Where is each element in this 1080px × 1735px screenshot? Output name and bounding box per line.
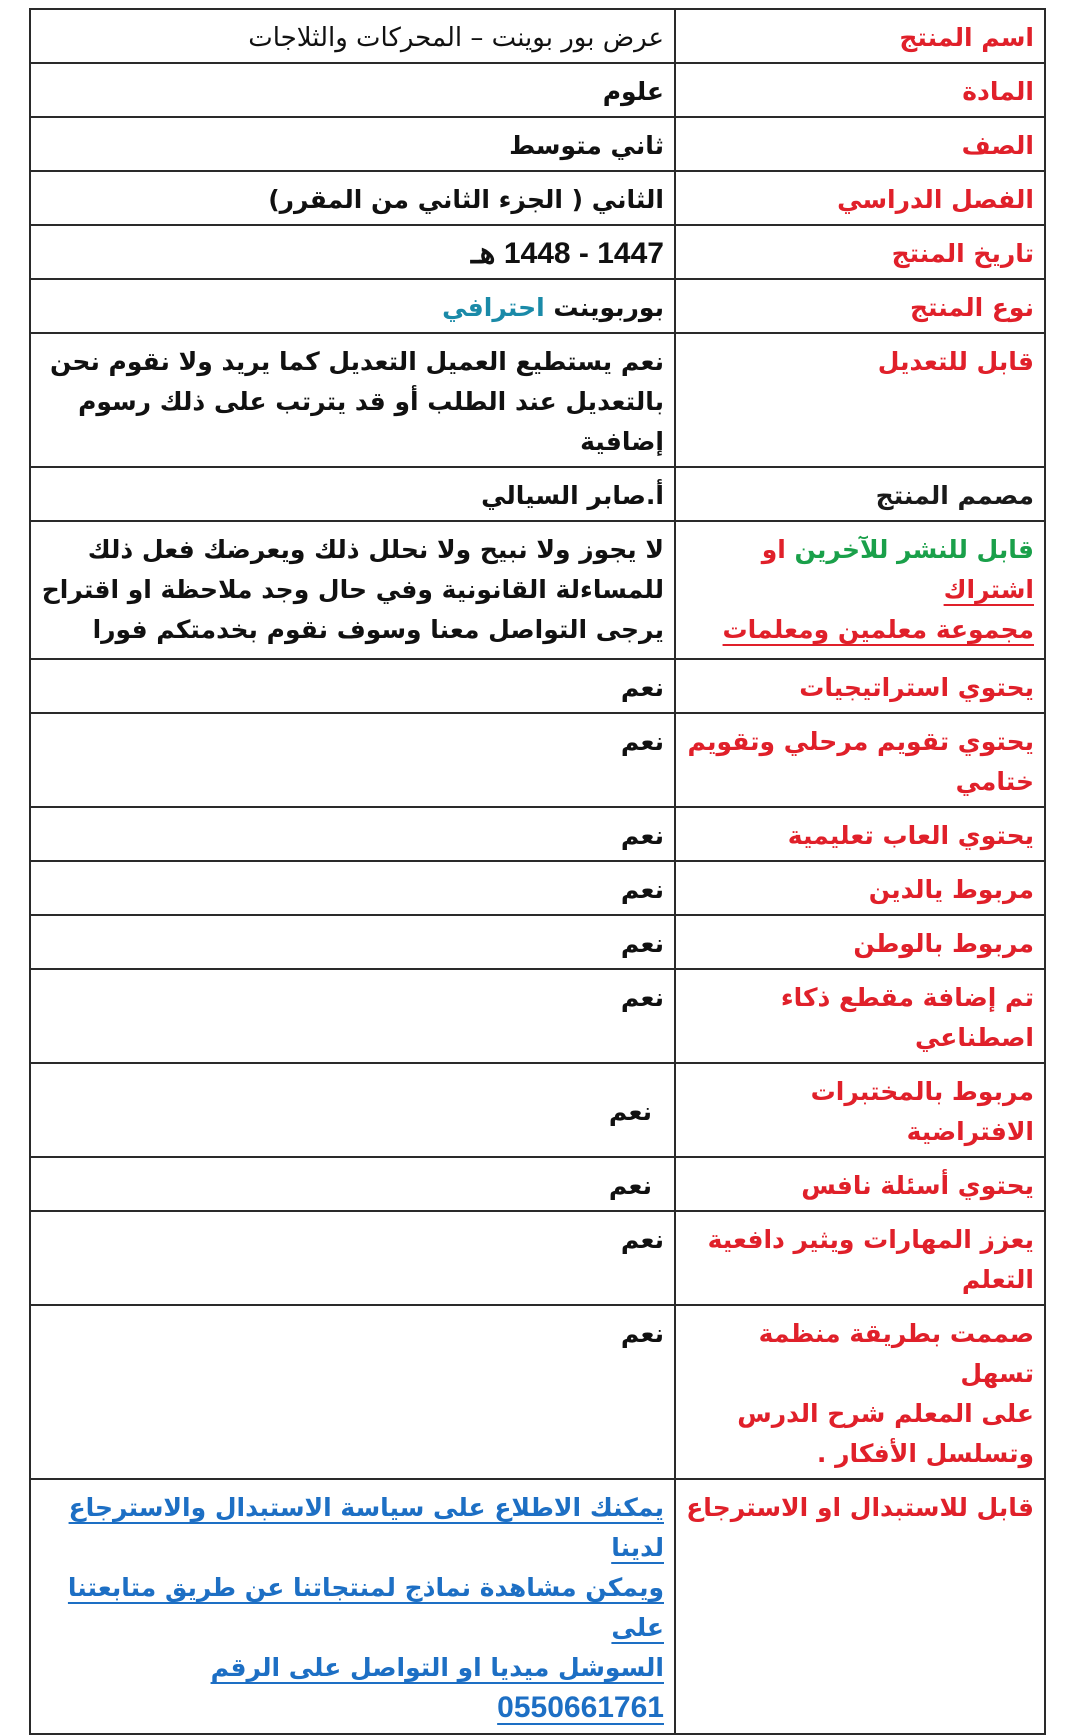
product-type-highlight: احترافي (442, 293, 545, 322)
publish-label-part-1: قابل للنشر للآخرين (794, 535, 1034, 564)
label-religion: مربوط يالدين (675, 861, 1045, 915)
value-nafes: نعم (30, 1157, 675, 1211)
label-labs: مربوط بالمختبرات الافتراضية (675, 1063, 1045, 1157)
label-semester: الفصل الدراسي (675, 171, 1045, 225)
value-ai: نعم (30, 969, 675, 1063)
value-assessment: نعم (30, 713, 675, 807)
value-design: نعم (30, 1305, 675, 1479)
label-games: يحتوي العاب تعليمية (675, 807, 1045, 861)
label-returns: قابل للاستبدال او الاسترجاع (675, 1479, 1045, 1734)
product-info-table (29, 8, 1046, 1735)
label-design (675, 1305, 1045, 1479)
assessment-label-line-1: يحتوي تقويم مرحلي وتقويم (687, 727, 1034, 756)
product-info-sheet (29, 8, 1046, 1735)
publish-value-line-3: يرجى التواصل معنا وسوف نقوم بخدمتكم فورا (92, 615, 664, 644)
assessment-label-line-2: ختامي (955, 767, 1034, 796)
row-product-name (30, 9, 1045, 63)
row-editable (30, 333, 1045, 467)
publish-label-line-1 (686, 530, 1034, 610)
value-returns (30, 1479, 675, 1734)
row-labs (30, 1063, 1045, 1157)
label-subject: المادة (675, 63, 1045, 117)
row-strategies (30, 659, 1045, 713)
label-homeland: مربوط بالوطن (675, 915, 1045, 969)
row-publish (30, 521, 1045, 659)
editable-line-1: نعم يستطيع العميل التعديل كما يريد ولا نقوم نحن (49, 347, 664, 376)
publish-value-line-2: للمساءلة القانونية وفي حال وجد ملاحظة او اقتراح (41, 575, 664, 604)
value-grade: ثاني متوسط (30, 117, 675, 171)
returns-value-line-3-text: السوشل ميديا او التواصل على الرقم (210, 1653, 664, 1682)
design-label-line-2: على المعلم شرح الدرس (737, 1399, 1034, 1428)
design-label-line-3: وتسلسل الأفكار . (816, 1439, 1034, 1468)
row-games (30, 807, 1045, 861)
row-design (30, 1305, 1045, 1479)
row-religion (30, 861, 1045, 915)
label-skills (675, 1211, 1045, 1305)
label-ai: تم إضافة مقطع ذكاء اصطناعي (675, 969, 1045, 1063)
value-designer: أ.صابر السيالي (30, 467, 675, 521)
returns-value-line-2[interactable]: ويمكن مشاهدة نماذج لمنتجاتنا عن طريق متابعتنا على (67, 1573, 664, 1642)
editable-line-2: بالتعديل عند الطلب أو قد يترتب على ذلك رسوم إضافية (78, 387, 664, 456)
row-returns (30, 1479, 1045, 1734)
label-grade: الصف (675, 117, 1045, 171)
row-date (30, 225, 1045, 279)
returns-value-line-3[interactable] (41, 1648, 664, 1729)
row-designer (30, 467, 1045, 521)
skills-label-line-1: يعزز المهارات ويثير دافعية (707, 1225, 1034, 1254)
label-strategies: يحتوي استراتيجيات (675, 659, 1045, 713)
row-homeland (30, 915, 1045, 969)
phone-number-link[interactable]: 0550661761 (497, 1691, 664, 1724)
value-games: نعم (30, 807, 675, 861)
row-grade (30, 117, 1045, 171)
value-product-type (30, 279, 675, 333)
value-homeland: نعم (30, 915, 675, 969)
row-nafes (30, 1157, 1045, 1211)
row-product-type (30, 279, 1045, 333)
returns-value-line-1[interactable]: يمكنك الاطلاع على سياسة الاستبدال والاسترجاع لدينا (68, 1493, 664, 1562)
value-strategies: نعم (30, 659, 675, 713)
label-date: تاريخ المنتج (675, 225, 1045, 279)
label-publish (675, 521, 1045, 659)
value-semester: الثاني ( الجزء الثاني من المقرر) (30, 171, 675, 225)
publish-label-part-3: اشتراك (943, 575, 1034, 604)
row-subject (30, 63, 1045, 117)
skills-label-line-2: التعلم (961, 1265, 1034, 1294)
value-product-name: عرض بور بوينت – المحركات والثلاجات (30, 9, 675, 63)
label-editable: قابل للتعديل (675, 333, 1045, 467)
publish-label-part-2: او (761, 535, 786, 564)
label-product-type: نوع المنتج (675, 279, 1045, 333)
row-skills (30, 1211, 1045, 1305)
row-ai (30, 969, 1045, 1063)
value-subject: علوم (30, 63, 675, 117)
label-product-name: اسم المنتج (675, 9, 1045, 63)
value-publish (30, 521, 675, 659)
design-label-line-1: صممت بطريقة منظمة تسهل (758, 1319, 1034, 1388)
value-date: 1447 - 1448 هـ (30, 225, 675, 279)
row-semester (30, 171, 1045, 225)
label-assessment (675, 713, 1045, 807)
value-labs: نعم (30, 1063, 675, 1157)
label-nafes: يحتوي أسئلة نافس (675, 1157, 1045, 1211)
value-religion: نعم (30, 861, 675, 915)
publish-value-line-1: لا يجوز ولا نبيح ولا نحلل ذلك ويعرضك فعل ذلك (87, 535, 664, 564)
label-designer: مصمم المنتج (675, 467, 1045, 521)
product-type-prefix: بوربوينت (553, 293, 664, 322)
row-assessment (30, 713, 1045, 807)
publish-label-line-2: مجموعة معلمين ومعلمات (722, 615, 1034, 644)
value-editable (30, 333, 675, 467)
value-skills: نعم (30, 1211, 675, 1305)
